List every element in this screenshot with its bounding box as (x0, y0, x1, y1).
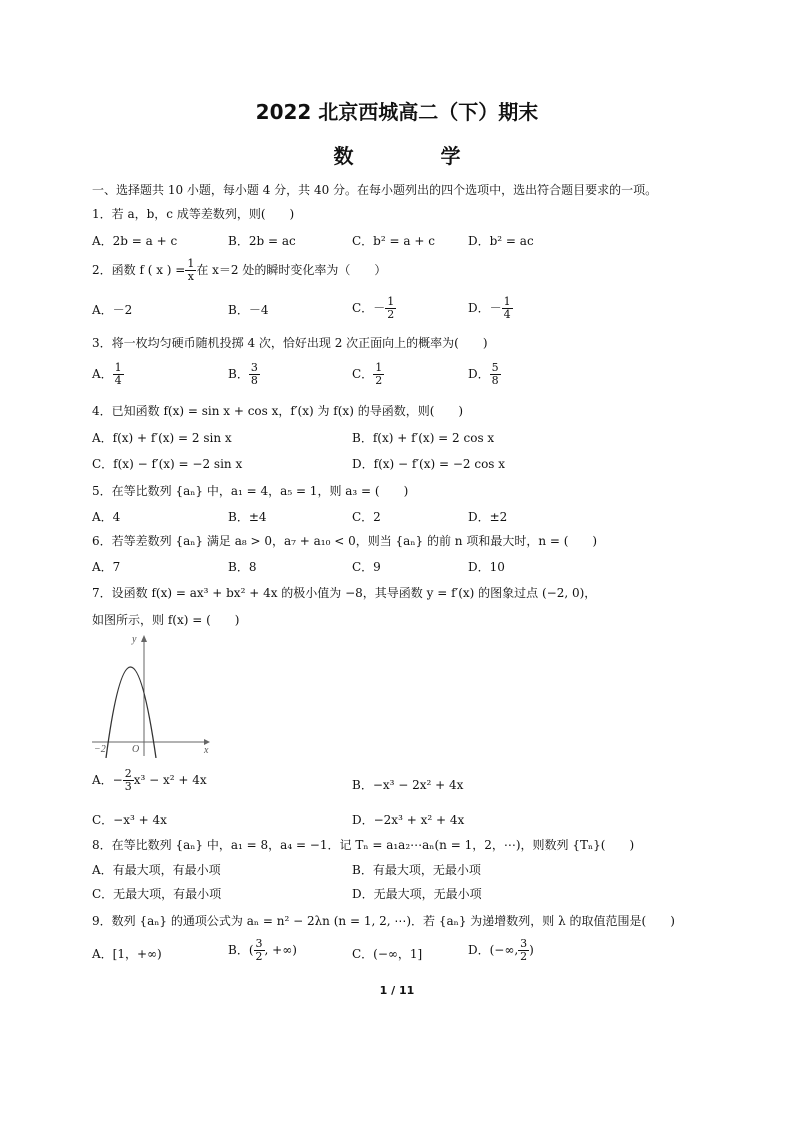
q5-option-b: B．±4 (228, 510, 267, 524)
q2-option-a: A．－2 (92, 303, 133, 317)
x-axis-label: x (204, 745, 209, 756)
q2-option-c-sign: － (373, 301, 386, 315)
q1-option-c: C．b² = a + c (352, 234, 435, 248)
q6-option-c: C．9 (352, 560, 381, 574)
q9-b-den: 2 (255, 950, 263, 963)
question-4-stem: 4．已知函数 f(x) = sin x + cos x，f′(x) 为 f(x) 的导函数，则( ) (92, 404, 464, 418)
subject-title: 数 学 (333, 144, 501, 168)
q9-b-pre: B．( (228, 943, 254, 957)
q7-option-c: C．−x³ + 4x (92, 813, 167, 827)
q2-option-c (352, 296, 396, 321)
question-2-stem (92, 258, 386, 283)
origin-label: O (132, 744, 140, 755)
page-title: 2022 北京西城高二（下）期末 (255, 100, 539, 124)
page-number: 1 / 11 (379, 984, 415, 997)
q7-a-label: A． (92, 773, 113, 787)
q7-a-rest: x³ − x² + 4x (133, 773, 207, 787)
q2-frac-den: x (187, 270, 194, 283)
q9-option-b (228, 938, 297, 963)
derivative-graph (92, 632, 212, 758)
q9-b-post: , +∞) (264, 943, 297, 957)
q9-b-num: 3 (255, 937, 263, 950)
q1-option-b: B．2b = ac (228, 234, 296, 248)
q3-b-den: 8 (250, 374, 258, 387)
q3-c-frac (373, 362, 384, 387)
q3-b-num: 3 (250, 361, 258, 374)
q7-option-d: D．−2x³ + x² + 4x (352, 813, 465, 827)
q3-a-label: A． (92, 367, 113, 381)
q2-option-d-frac (502, 296, 513, 321)
q3-a-num: 1 (114, 361, 122, 374)
q3-c-num: 1 (375, 361, 383, 374)
q3-a-frac (113, 362, 124, 387)
q3-d-frac (490, 362, 501, 387)
q3-option-a (92, 362, 124, 387)
q2-option-d-label: D． (468, 301, 490, 315)
q7-a-num: 2 (124, 767, 132, 780)
q4-option-c: C．f(x) − f′(x) = −2 sin x (92, 457, 243, 471)
parabola-curve (106, 667, 156, 758)
q2-c-num: 1 (387, 295, 395, 308)
q9-option-c: C．(−∞，1] (352, 947, 423, 961)
q7-option-a (92, 768, 207, 793)
q3-c-den: 2 (375, 374, 383, 387)
q2-c-den: 2 (387, 308, 395, 321)
question-5-stem: 5．在等比数列 {aₙ} 中，a₁ = 4，a₅ = 1，则 a₃ = ( ) (92, 484, 409, 498)
q5-option-a: A．4 (92, 510, 121, 524)
q9-d-pre: D．(−∞, (468, 943, 519, 957)
q6-option-b: B．8 (228, 560, 257, 574)
q7-a-den: 3 (124, 780, 132, 793)
y-axis-label: y (132, 634, 137, 645)
q9-d-frac (518, 938, 529, 963)
question-8-stem: 8．在等比数列 {aₙ} 中，a₁ = 8，a₄ = −1．记 Tₙ = a₁a₂⋯aₙ(n = 1，2，⋯)，则数列 {Tₙ}( ) (92, 838, 635, 852)
q1-option-d: D．b² = ac (468, 234, 534, 248)
y-axis-arrow (141, 635, 147, 642)
q2-fraction (185, 258, 196, 283)
q2-option-c-frac (385, 296, 396, 321)
q9-d-num: 3 (520, 937, 528, 950)
q5-option-c: C．2 (352, 510, 381, 524)
question-7-stem-line2: 如图所示，则 f(x) = ( ) (92, 613, 240, 627)
question-6-stem: 6．若等差数列 {aₙ} 满足 a₈ > 0，a₇ + a₁₀ < 0，则当 {aₙ} 的前 n 项和最大时，n = ( ) (92, 534, 598, 548)
neg2-label: −2 (94, 744, 106, 755)
q6-option-a: A．7 (92, 560, 121, 574)
q7-a-sign: − (112, 773, 123, 787)
q3-option-c (352, 362, 384, 387)
q2-d-num: 1 (503, 295, 511, 308)
q9-b-frac (254, 938, 265, 963)
q3-d-label: D． (468, 367, 490, 381)
q2-stem-prefix: 2．函数 f ( x ) = (92, 263, 186, 277)
question-1-stem: 1．若 a，b，c 成等差数列，则( ) (92, 207, 295, 221)
q3-b-frac (249, 362, 260, 387)
q3-b-label: B． (228, 367, 249, 381)
q3-a-den: 4 (114, 374, 122, 387)
q3-option-d (468, 362, 501, 387)
q7-option-b: B．−x³ − 2x² + 4x (352, 778, 464, 792)
q7-a-frac (123, 768, 134, 793)
q3-option-b (228, 362, 260, 387)
q8-option-d: D．无最大项，无最小项 (352, 887, 482, 901)
q2-option-d-sign: － (489, 301, 502, 315)
q9-d-den: 2 (520, 950, 528, 963)
q5-option-d: D．±2 (468, 510, 508, 524)
q4-option-d: D．f(x) − f′(x) = −2 cos x (352, 457, 506, 471)
q4-option-b: B．f(x) + f′(x) = 2 cos x (352, 431, 495, 445)
q2-option-c-label: C． (352, 301, 374, 315)
q8-option-b: B．有最大项，无最小项 (352, 863, 481, 877)
q6-option-d: D．10 (468, 560, 505, 574)
q2-d-den: 4 (503, 308, 511, 321)
q8-option-a: A．有最大项，有最小项 (92, 863, 221, 877)
q9-option-a: A．[1，+∞) (92, 947, 162, 961)
q4-option-a: A．f(x) + f′(x) = 2 sin x (92, 431, 232, 445)
q3-c-label: C． (352, 367, 374, 381)
q3-d-den: 8 (491, 374, 499, 387)
q8-option-c: C．无最大项，有最小项 (92, 887, 222, 901)
question-7-stem-line1: 7．设函数 f(x) = ax³ + bx² + 4x 的极小值为 −8，其导函数 y = f′(x) 的图象过点 (−2, 0)， (92, 586, 597, 600)
q2-option-b: B．－4 (228, 303, 269, 317)
section-heading: 一、选择题共 10 小题，每小题 4 分，共 40 分。在每小题列出的四个选项中，选出符合题目要求的一项。 (92, 183, 658, 197)
q2-option-d (468, 296, 513, 321)
q1-option-a: A．2b = a + c (92, 234, 178, 248)
question-9-stem: 9．数列 {aₙ} 的通项公式为 aₙ = n² − 2λn (n = 1, 2, ⋯)．若 {aₙ} 为递增数列，则 λ 的取值范围是( ) (92, 914, 675, 928)
question-3-stem: 3．将一枚均匀硬币随机投掷 4 次，恰好出现 2 次正面向上的概率为( ) (92, 336, 488, 350)
q2-stem-suffix: 在 x＝2 处的瞬时变化率为（ ） (196, 263, 387, 277)
q9-d-post: ) (529, 943, 534, 957)
q2-frac-num: 1 (187, 257, 195, 270)
q3-d-num: 5 (491, 361, 499, 374)
q9-option-d (468, 938, 534, 963)
